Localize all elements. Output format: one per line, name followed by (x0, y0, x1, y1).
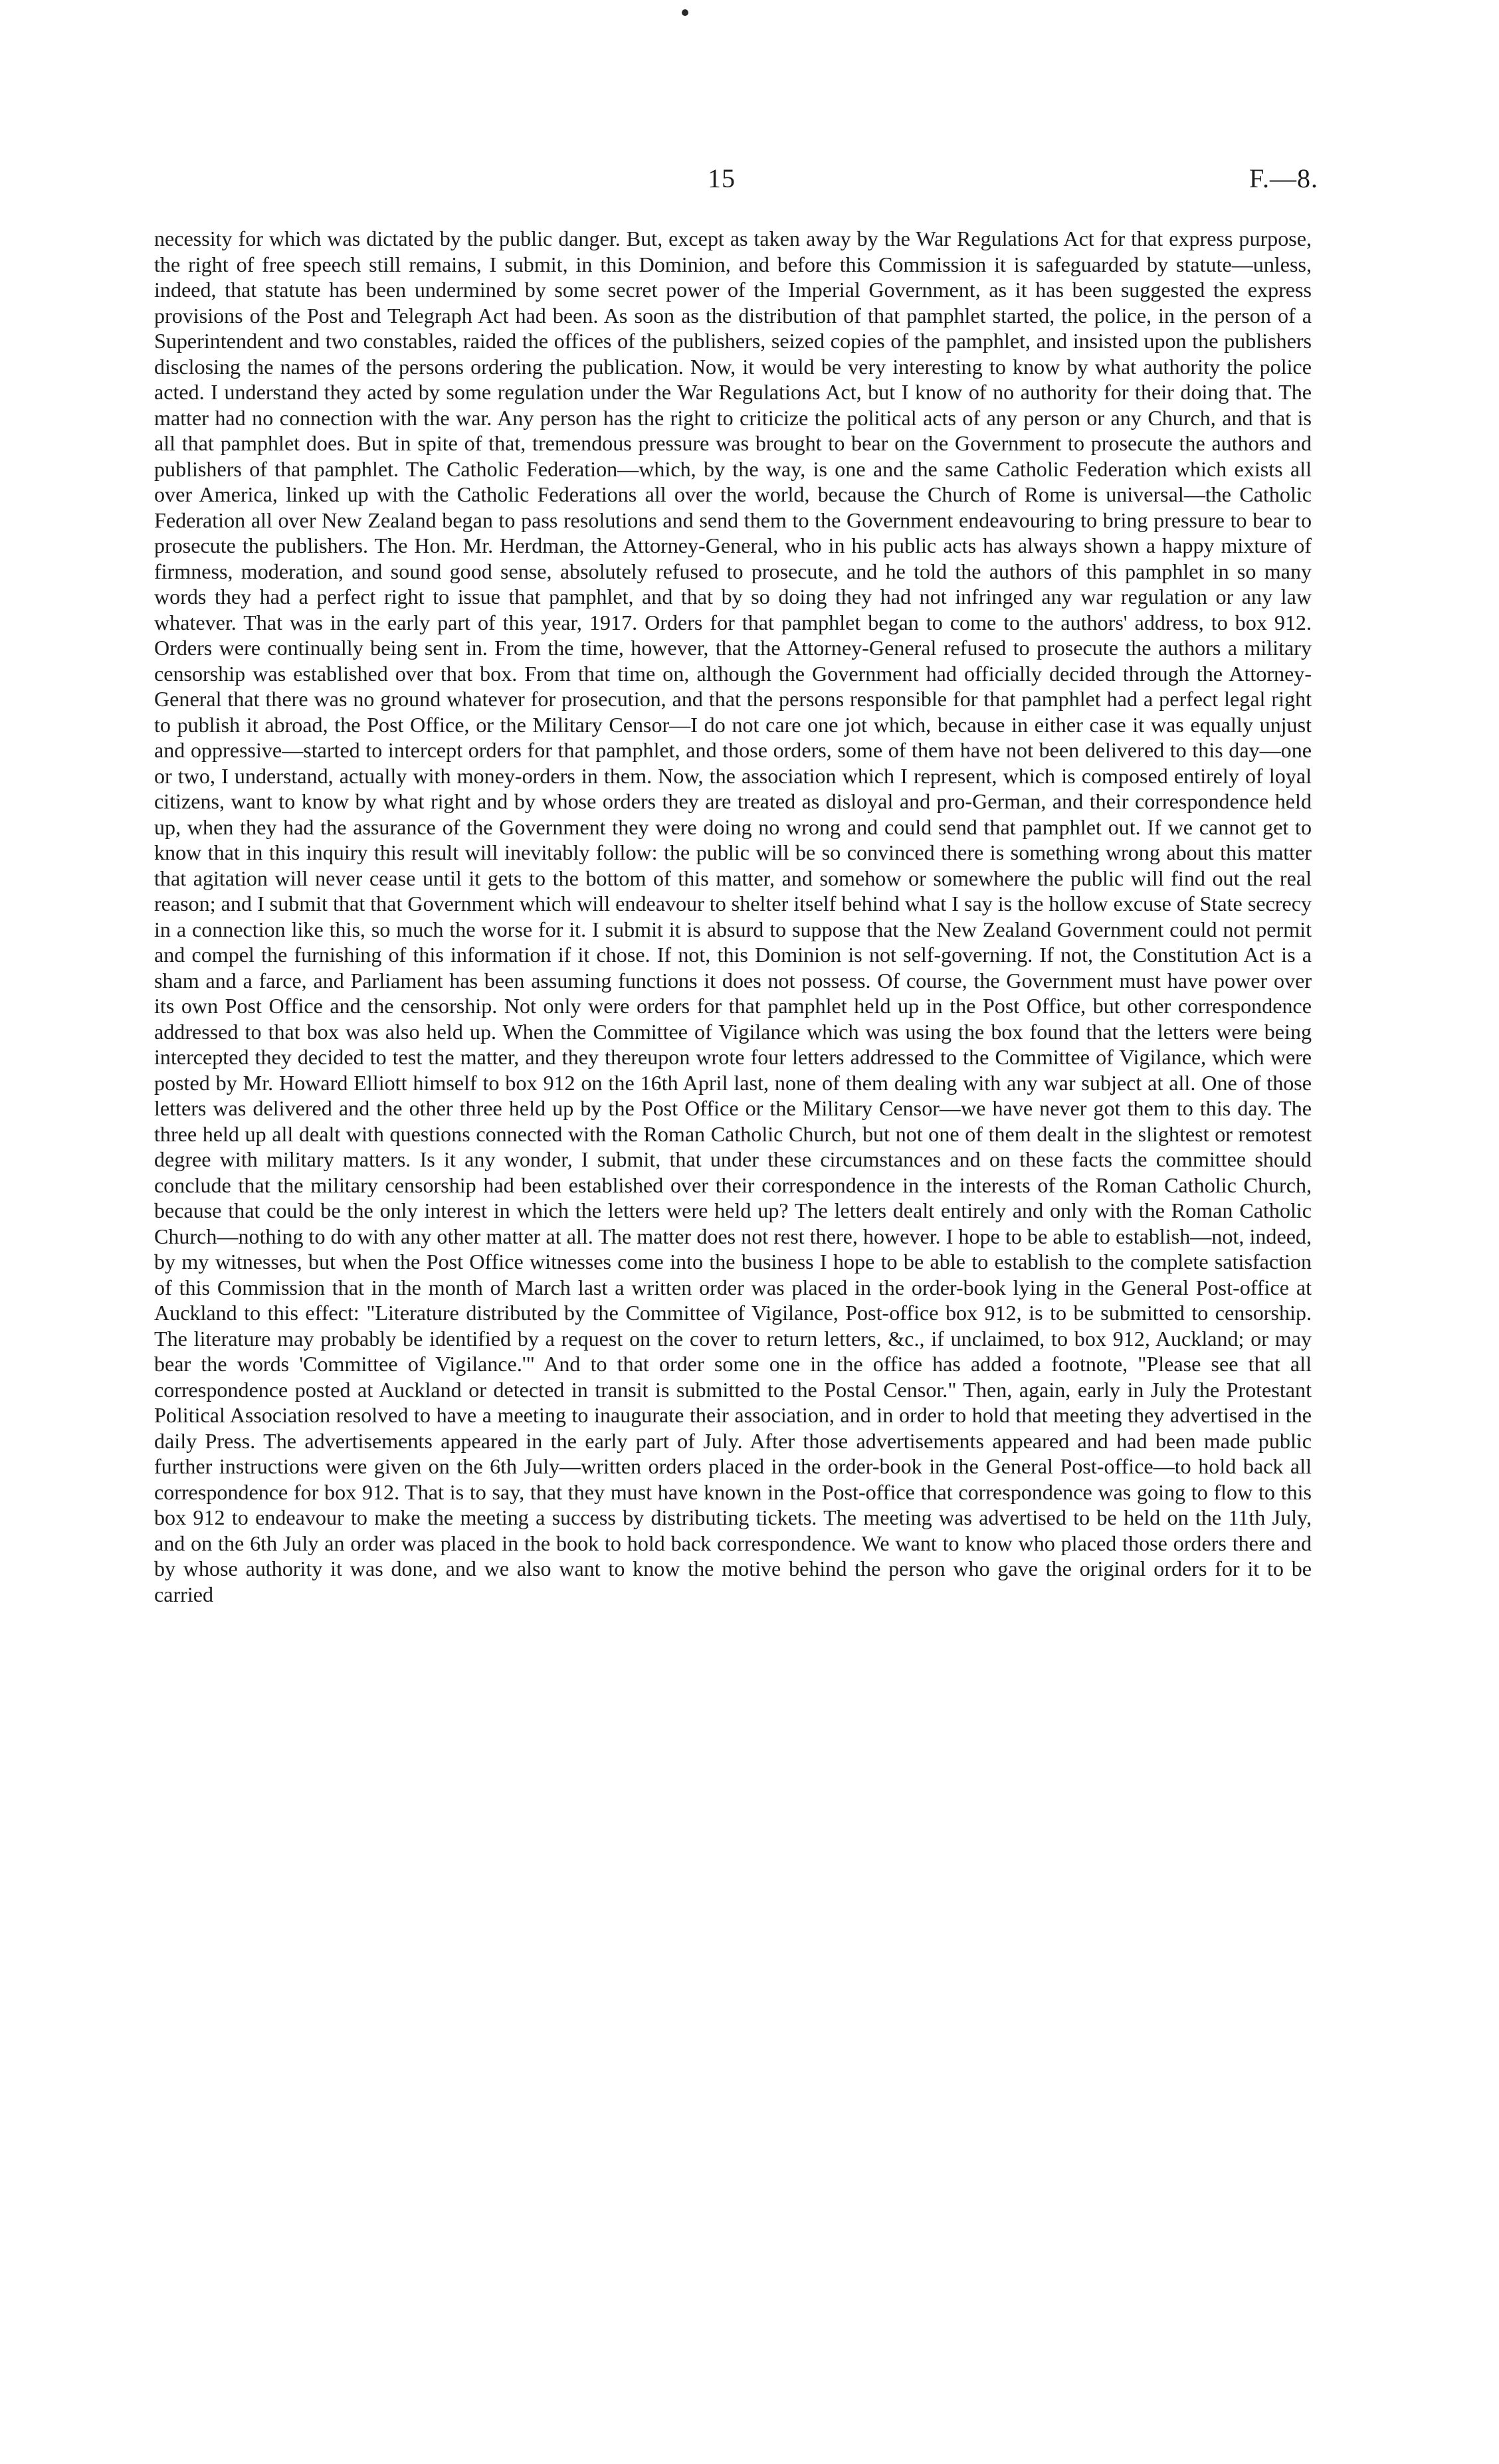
body-paragraph: necessity for which was dictated by the public danger. But, except as taken away by the War Regulations Act for that express purpose, the right of free speech still remains, I submit, in this Dominion, and before this Commission it is safeguarded by statute—unless, indeed, that statute has been undermined by some secret power of the Imperial Government, as it has been suggested the express provisions of the Post and Telegraph Act had been. As soon as the distribution of that pamphlet started, the police, in the person of a Superintendent and two constables, raided the offices of the publishers, seized copies of the pamphlet, and insisted upon the publishers disclosing the names of the persons ordering the publication. Now, it would be very interesting to know by what authority the police acted. I understand they acted by some regulation under the War Regulations Act, but I know of no authority for their doing that. The matter had no connection with the war. Any person has the right to criticize the political acts of any person or any Church, and that is all that pamphlet does. But in spite of that, tremendous pressure was brought to bear on the Government to prosecute the authors and publishers of that pamphlet. The Catholic Federation—which, by the way, is one and the same Catholic Federation which exists all over America, linked up with the Catholic Federations all over the world, because the Church of Rome is universal—the Catholic Federation all over New Zealand began to pass resolutions and send them to the Government endeavouring to bring pressure to bear to prosecute the publishers. The Hon. Mr. Herdman, the Attorney-General, who in his public acts has always shown a happy mixture of firmness, moderation, and sound good sense, absolutely refused to prosecute, and he told the authors of this pamphlet in so many words they had a perfect right to issue that pamphlet, and that by so doing they had not infringed any war regulation or any law whatever. That was in the early part of this year, 1917. Orders for that pamphlet began to come to the authors' address, to box 912. Orders were continually being sent in. From the time, however, that the Attorney-General refused to prosecute the authors a military censorship was established over that box. From that time on, although the Government had officially decided through the Attorney-General that there was no ground whatever for prosecution, and that the persons responsible for that pamphlet had a perfect legal right to publish it abroad, the Post Office, or the Military Censor—I do not care one jot which, because in either case it was equally unjust and oppressive—started to intercept orders for that pamphlet, and those orders, some of them have not been delivered to this day—one or two, I understand, actually with money-orders in them. Now, the association which I represent, which is composed entirely of loyal citizens, want to know by what right and by whose orders they are treated as disloyal and pro-German, and their correspondence held up, when they had the assurance of the Government they were doing no wrong and could send that pamphlet out. If we cannot get to know that in this inquiry this result will inevitably follow: the public will be so convinced there is something wrong about this matter that agitation will never cease until it gets to the bottom of this matter, and somehow or somewhere the public will find out the real reason; and I submit that that Government which will endeavour to shelter itself behind what I say is the hollow excuse of State secrecy in a connection like this, so much the worse for it. I submit it is absurd to suppose that the New Zealand Government could not permit and compel the furnishing of this information if it chose. If not, this Dominion is not self-governing. If not, the Constitution Act is a sham and a farce, and Parliament has been assuming functions it does not possess. Of course, the Government must have power over its own Post Office and the censorship. Not only were orders for that pamphlet held up in the Post Office, but other correspondence addressed to that box was also held up. When the Committee of Vigilance which was using the box found that the letters were being intercepted they decided to test the matter, and they thereupon wrote four letters addressed to the Committee of Vigilance, which were posted by Mr. Howard Elliott himself to box 912 on the 16th April last, none of them dealing with any war subject at all. One of those letters was delivered and the other three held up by the Post Office or the Military Censor—we have never got them to this day. The three held up all dealt with questions connected with the Roman Catholic Church, but not one of them dealt in the slightest or remotest degree with military matters. Is it any wonder, I submit, that under these circumstances and on these facts the committee should conclude that the military censorship had been established over their correspondence in the interests of the Roman Catholic Church, because that could be the only interest in which the letters were held up? The letters dealt entirely and only with the Roman Catholic Church—nothing to do with any other matter at all. The matter does not rest there, however. I hope to be able to establish—not, indeed, by my witnesses, but when the Post Office witnesses come into the business I hope to be able to establish to the complete satisfaction of this Commission that in the month of March last a written order was placed in the order-book lying in the General Post-office at Auckland to this effect: "Literature distributed by the Committee of Vigilance, Post-office box 912, is to be submitted to censorship. The literature may probably be identified by a request on the cover to return letters, &c., if unclaimed, to box 912, Auckland; or may bear the words 'Committee of Vigilance.'" And to that order some one in the office has added a footnote, "Please see that all correspondence posted at Auckland or detected in transit is submitted to the Postal Censor." Then, again, early in July the Protestant Political Association resolved to have a meeting to inaugurate their association, and in order to hold that meeting they advertised in the daily Press. The advertisements appeared in the early part of July. After those advertisements appeared and had been made public further instructions were given on the 6th July—written orders placed in the order-book in the General Post-office—to hold back all correspondence for box 912. That is to say, that they must have known in the Post-office that correspondence was going to flow to this box 912 to endeavour to make the meeting a success by distributing tickets. The meeting was advertised to be held on the 11th July, and on the 6th July an order was placed in the book to hold back correspondence. We want to know who placed those orders there and by whose authority it was done, and we also want to know the motive behind the person who gave the original orders for it to be carried (154, 227, 1312, 1606)
document-reference: F.—8. (1249, 163, 1319, 193)
top-dot-mark (682, 9, 688, 16)
page-number: 15 (708, 163, 736, 193)
